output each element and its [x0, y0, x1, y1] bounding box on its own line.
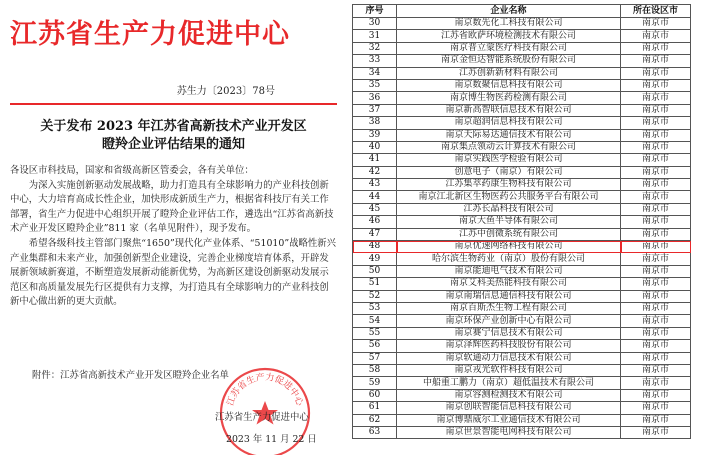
- table-row: [353, 253, 691, 265]
- table-row: [353, 129, 691, 141]
- row-company-name: 南京创联智能信息科技有限公司: [397, 402, 621, 414]
- row-city: 南京市: [621, 179, 691, 191]
- row-index: 43: [353, 179, 397, 191]
- table-row: [353, 402, 691, 414]
- row-index: 62: [353, 414, 397, 426]
- salutation: 各设区市科技局，国家和省级高新区管委会，各有关单位：: [10, 165, 254, 176]
- row-company-name: 南京能迪电气技术有限公司: [397, 265, 621, 277]
- table-row: [353, 364, 691, 376]
- row-index: 58: [353, 364, 397, 376]
- row-company-name: 江苏省欧萨环境检测技术有限公司: [397, 30, 621, 42]
- row-company-name: 南京天际易达通信技术有限公司: [397, 129, 621, 141]
- row-index: 61: [353, 402, 397, 414]
- row-index: 42: [353, 166, 397, 178]
- row-company-name: 南京环保产业创新中心有限公司: [397, 315, 621, 327]
- row-city: 南京市: [621, 55, 691, 67]
- row-city: 南京市: [621, 377, 691, 389]
- table-row: [353, 141, 691, 153]
- row-city: 南京市: [621, 191, 691, 203]
- notice-body: [10, 164, 337, 310]
- row-company-name: 南京戎光软件科技有限公司: [397, 364, 621, 376]
- row-city: 南京市: [621, 241, 691, 253]
- table-row-highlighted: [353, 241, 691, 253]
- table-row: [353, 327, 691, 339]
- row-city: 南京市: [621, 92, 691, 104]
- row-index: 35: [353, 79, 397, 91]
- table-row: [353, 389, 691, 401]
- row-index: 50: [353, 265, 397, 277]
- row-city: 南京市: [621, 340, 691, 352]
- table-row: [353, 290, 691, 302]
- table-row: [353, 203, 691, 215]
- row-company-name: 南京南瑞信息通信科技有限公司: [397, 290, 621, 302]
- table-row: [353, 104, 691, 116]
- table-row: [353, 426, 691, 438]
- row-company-name: 江苏中创微系统有限公司: [397, 228, 621, 240]
- row-city: 南京市: [621, 104, 691, 116]
- table-row: [353, 42, 691, 54]
- row-city: 南京市: [621, 414, 691, 426]
- table-row: [353, 414, 691, 426]
- row-company-name: 南京超润信息科技有限公司: [397, 117, 621, 129]
- row-index: 32: [353, 42, 397, 54]
- row-index: 36: [353, 92, 397, 104]
- row-company-name: 南京新高智联信息技术有限公司: [397, 104, 621, 116]
- row-company-name: 南京实践医学检验有限公司: [397, 154, 621, 166]
- table-row: [353, 302, 691, 314]
- table-row: [353, 216, 691, 228]
- issue-date: 2023 年 11 月 22 日: [226, 434, 317, 445]
- table-row: [353, 377, 691, 389]
- svg-text:江苏省生产力促进中心: [225, 371, 307, 408]
- row-company-name: 江苏创新新材料有限公司: [397, 67, 621, 79]
- row-company-name: 南京世景智能电网科技有限公司: [397, 426, 621, 438]
- row-index: 55: [353, 327, 397, 339]
- row-company-name: 南京数先化工科技有限公司: [397, 18, 621, 30]
- table-body: [353, 18, 691, 439]
- signature-org: 江苏省生产力促进中心: [215, 412, 309, 423]
- table-row: [353, 67, 691, 79]
- row-city: 南京市: [621, 166, 691, 178]
- row-index: 37: [353, 104, 397, 116]
- row-city: 南京市: [621, 364, 691, 376]
- row-city: 南京市: [621, 327, 691, 339]
- row-city: 南京市: [621, 426, 691, 438]
- row-index: 31: [353, 30, 397, 42]
- notice-page: [10, 4, 337, 452]
- row-city: 南京市: [621, 129, 691, 141]
- row-city: 南京市: [621, 117, 691, 129]
- table-row: [353, 30, 691, 42]
- enterprise-list-page: [352, 4, 690, 452]
- row-company-name: 南京集点领动云计算技术有限公司: [397, 141, 621, 153]
- row-index: 30: [353, 18, 397, 30]
- header-company-name: 企业名称: [397, 5, 621, 18]
- body-paragraph-2: 希望各级科技主管部门聚焦“1650”现代化产业体系、“51010”战略性新兴产业集群和未来产业，加强创新型企业建设，完善企业梯度培育体系，开辟发展新领域新赛道，不断塑造发展新动能新优势，为高新区建设创新驱动发展示范区和高质量发展先行区提供有力支撑，为打造具有全球影响力的产业科技创新中心做出新的更大贡献。: [10, 237, 337, 308]
- row-index: 34: [353, 67, 397, 79]
- row-index: 33: [353, 55, 397, 67]
- table-header-row: [353, 5, 691, 18]
- row-city: 南京市: [621, 253, 691, 265]
- row-company-name: 江苏集萃药康生物科技有限公司: [397, 179, 621, 191]
- row-index: 39: [353, 129, 397, 141]
- row-city: 南京市: [621, 42, 691, 54]
- row-company-name: 南京优速网络科技有限公司: [397, 241, 621, 253]
- table-row: [353, 166, 691, 178]
- row-company-name: 南京软通动力信息技术有限公司: [397, 352, 621, 364]
- table-row: [353, 79, 691, 91]
- row-city: 南京市: [621, 203, 691, 215]
- enterprise-table: [352, 4, 691, 439]
- document-number: 苏生力〔2023〕78号: [176, 86, 275, 97]
- table-row: [353, 191, 691, 203]
- row-company-name: 哈尔滨生物药业（南京）股份有限公司: [397, 253, 621, 265]
- row-city: 南京市: [621, 315, 691, 327]
- row-index: 57: [353, 352, 397, 364]
- notice-title-line-2: 瞪羚企业评估结果的通知: [101, 137, 245, 152]
- row-city: 南京市: [621, 79, 691, 91]
- row-index: 41: [353, 154, 397, 166]
- row-city: 南京市: [621, 30, 691, 42]
- row-company-name: 南京艾科美热能科技有限公司: [397, 278, 621, 290]
- table-row: [353, 18, 691, 30]
- row-index: 45: [353, 203, 397, 215]
- table-row: [353, 228, 691, 240]
- row-city: 南京市: [621, 228, 691, 240]
- row-city: 南京市: [621, 302, 691, 314]
- table-row: [353, 265, 691, 277]
- row-city: 南京市: [621, 402, 691, 414]
- table-row: [353, 92, 691, 104]
- row-index: 52: [353, 290, 397, 302]
- body-paragraph-1: 为深入实施创新驱动发展战略，助力打造具有全球影响力的产业科技创新中心，大力培育高成长性企业，加快形成新质生产力，根据省科技厅有关工作部署，省生产力促进中心组织开展了瞪羚企业评估工作，遴选出“江苏省高新技术产业开发区瞪羚企业”811 家（名单见附件），现予发布。: [10, 179, 334, 235]
- row-index: 44: [353, 191, 397, 203]
- row-city: 南京市: [621, 352, 691, 364]
- table-row: [353, 55, 691, 67]
- row-index: 38: [353, 117, 397, 129]
- row-city: 南京市: [621, 141, 691, 153]
- row-index: 49: [353, 253, 397, 265]
- row-company-name: 南京博生物医药检测有限公司: [397, 92, 621, 104]
- notice-title: [10, 118, 337, 154]
- row-index: 54: [353, 315, 397, 327]
- table-row: [353, 315, 691, 327]
- attachment-line: 附件：江苏省高新技术产业开发区瞪羚企业名单: [32, 370, 229, 381]
- row-index: 63: [353, 426, 397, 438]
- row-index: 59: [353, 377, 397, 389]
- row-city: 南京市: [621, 18, 691, 30]
- row-city: 南京市: [621, 278, 691, 290]
- seal-text: 江苏省生产力促进中心: [225, 372, 305, 408]
- row-company-name: 南京金恒达智能系统股份有限公司: [397, 55, 621, 67]
- row-index: 47: [353, 228, 397, 240]
- row-company-name: 南京普立蒙医疗科技有限公司: [397, 42, 621, 54]
- row-company-name: 南京容测检测技术有限公司: [397, 389, 621, 401]
- row-city: 南京市: [621, 154, 691, 166]
- row-company-name: 南京百斯杰生物工程有限公司: [397, 302, 621, 314]
- row-city: 南京市: [621, 265, 691, 277]
- row-city: 南京市: [621, 216, 691, 228]
- row-company-name: 南京博鼎威尔工业通信技术有限公司: [397, 414, 621, 426]
- table-row: [353, 179, 691, 191]
- row-company-name: 南京大鱼半导体有限公司: [397, 216, 621, 228]
- table-row: [353, 340, 691, 352]
- row-index: 56: [353, 340, 397, 352]
- row-index: 60: [353, 389, 397, 401]
- red-divider-line: [10, 103, 337, 105]
- row-city: 南京市: [621, 67, 691, 79]
- row-company-name: 南京赛宁信息技术有限公司: [397, 327, 621, 339]
- row-company-name: 中船重工鹏力（南京）超低温技术有限公司: [397, 377, 621, 389]
- issuing-org-header: 江苏省生产力促进中心: [10, 19, 290, 50]
- header-city: 所在设区市: [621, 5, 691, 18]
- table-row: [353, 352, 691, 364]
- row-index: 40: [353, 141, 397, 153]
- row-company-name: 江苏长晶科技有限公司: [397, 203, 621, 215]
- header-index: 序号: [353, 5, 397, 18]
- row-company-name: 创意电子（南京）有限公司: [397, 166, 621, 178]
- table-row: [353, 117, 691, 129]
- row-city: 南京市: [621, 389, 691, 401]
- table-row: [353, 154, 691, 166]
- row-index: 48: [353, 241, 397, 253]
- row-index: 51: [353, 278, 397, 290]
- row-company-name: 南京数聚信息科技有限公司: [397, 79, 621, 91]
- row-city: 南京市: [621, 290, 691, 302]
- row-index: 46: [353, 216, 397, 228]
- notice-title-line-1: 关于发布 2023 年江苏省高新技术产业开发区: [40, 119, 307, 134]
- row-index: 53: [353, 302, 397, 314]
- table-row: [353, 278, 691, 290]
- row-company-name: 南京江北新区生物医药公共服务平台有限公司: [397, 191, 621, 203]
- row-company-name: 南京泽辉医药科技股份有限公司: [397, 340, 621, 352]
